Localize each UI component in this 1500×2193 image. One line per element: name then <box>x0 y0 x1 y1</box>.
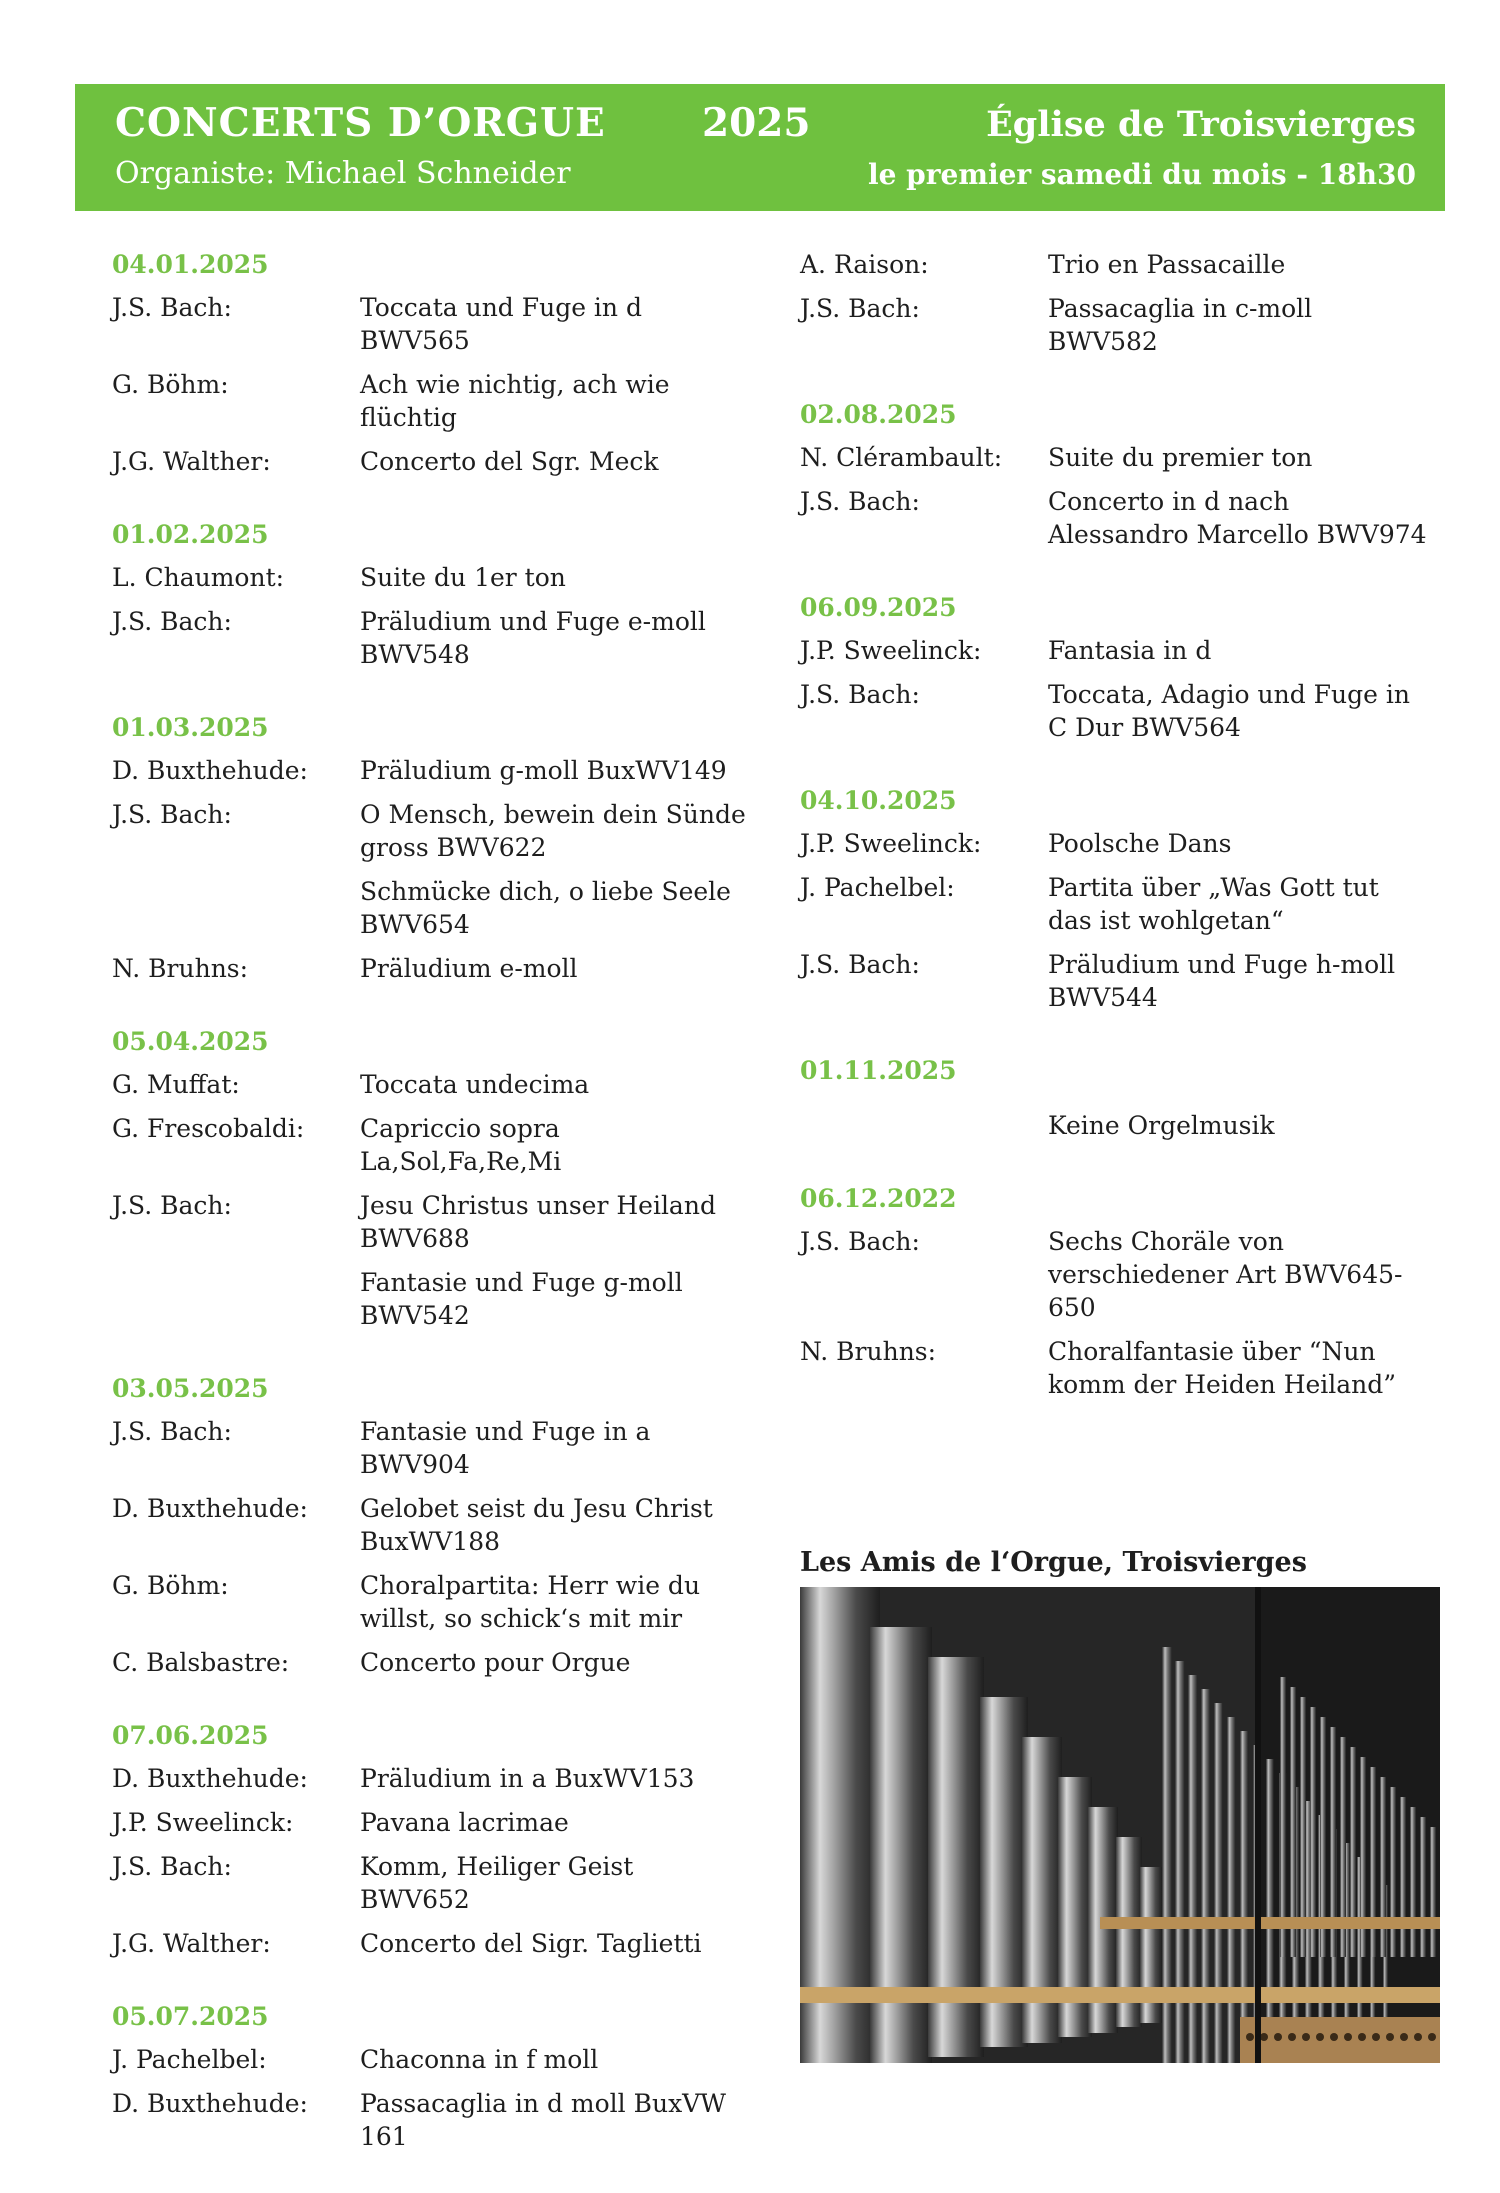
composer-name: J.G. Walther: <box>112 447 271 476</box>
composer-name: J.S. Bach: <box>112 1852 232 1881</box>
program-row <box>112 798 752 864</box>
schedule: le premier samedi du mois - 18h30 <box>867 158 1416 191</box>
work-title: Fantasie und Fuge in a BWV904 <box>360 1417 651 1479</box>
organ-pipes-photo <box>800 1587 1440 2063</box>
composer-name: D. Buxthehude: <box>112 2089 308 2118</box>
concert-date: 06.09.2025 <box>800 593 957 622</box>
concert-entry <box>800 1182 1440 1401</box>
composer-name: J.S. Bach: <box>112 1417 232 1446</box>
work-title: Choralpartita: Herr wie du willst, so schick‘s mit mir <box>360 1571 701 1633</box>
work-title: Passacaglia in d moll BuxVW 161 <box>360 2089 726 2151</box>
composer-name: J.P. Sweelinck: <box>800 636 982 665</box>
work-title: Komm, Heiliger Geist BWV652 <box>360 1852 634 1914</box>
program-row <box>112 1492 752 1558</box>
work-title: Präludium e-moll <box>360 954 578 983</box>
program-row <box>112 875 752 941</box>
concert-entry <box>800 1054 1440 1142</box>
work-title: Concerto del Sgr. Meck <box>360 447 659 476</box>
composer-name: J.S. Bach: <box>112 293 232 322</box>
program-row <box>800 1109 1440 1142</box>
composer-name: D. Buxthehude: <box>112 1494 308 1523</box>
program-row <box>112 754 752 787</box>
composer-name: C. Balsbastre: <box>112 1648 290 1677</box>
program-row <box>112 291 752 357</box>
work-title: Präludium g-moll BuxWV149 <box>360 756 727 785</box>
program-row <box>112 368 752 434</box>
program-row <box>112 445 752 478</box>
program-row <box>112 1068 752 1101</box>
composer-name: G. Böhm: <box>112 370 229 399</box>
work-title: Chaconna in f moll <box>360 2045 599 2074</box>
composer-name: J.P. Sweelinck: <box>800 829 982 858</box>
composer-name: J.S. Bach: <box>800 487 920 516</box>
composer-name: A. Raison: <box>800 250 929 279</box>
work-title: Suite du premier ton <box>1048 443 1313 472</box>
composer-name: G. Böhm: <box>112 1571 229 1600</box>
concert-entry <box>800 784 1440 1014</box>
work-title: Concerto del Sigr. Taglietti <box>360 1929 702 1958</box>
work-title: Poolsche Dans <box>1048 829 1232 858</box>
composer-name: G. Muffat: <box>112 1070 240 1099</box>
program-row <box>800 441 1440 474</box>
composer-name: J.S. Bach: <box>800 1227 920 1256</box>
program-row <box>112 1806 752 1839</box>
program-row <box>112 1569 752 1635</box>
work-title: Präludium und Fuge e-moll BWV548 <box>360 607 706 669</box>
program-row <box>800 1225 1440 1324</box>
concert-entry <box>800 591 1440 744</box>
concert-date: 06.12.2022 <box>800 1184 957 1213</box>
work-title: Trio en Passacaille <box>1048 250 1286 279</box>
work-title: Suite du 1er ton <box>360 563 566 592</box>
work-title: Toccata und Fuge in d BWV565 <box>360 293 642 355</box>
program-row <box>112 1112 752 1178</box>
photo-caption: Les Amis de l‘Orgue, Troisvierges <box>800 1547 1307 1578</box>
work-title: Toccata, Adagio und Fuge in C Dur BWV564 <box>1048 680 1410 742</box>
program-row <box>112 1927 752 1960</box>
program-row <box>112 1189 752 1255</box>
concert-date: 05.07.2025 <box>112 2002 269 2031</box>
concert-date: 03.05.2025 <box>112 1374 269 1403</box>
program-row <box>112 1646 752 1679</box>
composer-name: J.S. Bach: <box>800 294 920 323</box>
work-title: O Mensch, bewein dein Sünde gross BWV622 <box>360 800 746 862</box>
concert-entry <box>112 518 752 671</box>
program-row <box>800 634 1440 667</box>
right-column <box>800 248 1440 1441</box>
work-title: Fantasia in d <box>1048 636 1212 665</box>
composer-name: J.S. Bach: <box>112 607 232 636</box>
concert-entry <box>112 2000 752 2153</box>
work-title: Keine Orgelmusik <box>1048 1111 1275 1140</box>
page-title: CONCERTS D’ORGUE <box>115 100 606 146</box>
program-row <box>112 2043 752 2076</box>
composer-name: J.S. Bach: <box>112 1191 232 1220</box>
work-title: Pavana lacrimae <box>360 1808 569 1837</box>
program-row <box>800 1335 1440 1401</box>
program-row <box>800 948 1440 1014</box>
organ-pipes-icon <box>800 1587 1440 2063</box>
concert-entry <box>112 1372 752 1679</box>
program-row <box>112 1762 752 1795</box>
program-row <box>112 1266 752 1332</box>
composer-name: J.S. Bach: <box>112 800 232 829</box>
program-row <box>112 561 752 594</box>
work-title: Präludium und Fuge h-moll BWV544 <box>1048 950 1396 1012</box>
composer-name: N. Bruhns: <box>800 1337 937 1366</box>
work-title: Capriccio sopra La,Sol,Fa,Re,Mi <box>360 1114 562 1176</box>
program-row <box>800 827 1440 860</box>
work-title: Jesu Christus unser Heiland BWV688 <box>360 1191 716 1253</box>
concert-date: 07.06.2025 <box>112 1721 269 1750</box>
program-row <box>800 292 1440 358</box>
program-row <box>800 485 1440 551</box>
program-row <box>112 605 752 671</box>
composer-name: J.G. Walther: <box>112 1929 271 1958</box>
concert-date: 02.08.2025 <box>800 400 957 429</box>
composer-name: G. Frescobaldi: <box>112 1114 305 1143</box>
work-title: Choralfantasie über “Nun komm der Heiden Heiland” <box>1048 1337 1397 1399</box>
work-title: Concerto pour Orgue <box>360 1648 631 1677</box>
composer-name: J. Pachelbel: <box>800 873 955 902</box>
program-row <box>800 248 1440 281</box>
program-row <box>112 952 752 985</box>
work-title: Concerto in d nach Alessandro Marcello BWV974 <box>1048 487 1427 549</box>
program-row <box>112 1850 752 1916</box>
concert-date: 01.03.2025 <box>112 713 269 742</box>
concert-entry <box>800 248 1440 358</box>
program-row <box>112 2087 752 2153</box>
work-title: Passacaglia in c-moll BWV582 <box>1048 294 1313 356</box>
composer-name: L. Chaumont: <box>112 563 285 592</box>
composer-name: N. Bruhns: <box>112 954 249 983</box>
composer-name: J.P. Sweelinck: <box>112 1808 294 1837</box>
work-title: Partita über „Was Gott tut das ist wohlgetan“ <box>1048 873 1379 935</box>
work-title: Fantasie und Fuge g-moll BWV542 <box>360 1268 683 1330</box>
program-row <box>800 871 1440 937</box>
concert-date: 01.11.2025 <box>800 1056 957 1085</box>
concert-date: 05.04.2025 <box>112 1027 269 1056</box>
concert-entry <box>112 248 752 478</box>
left-column <box>112 248 752 2193</box>
concert-entry <box>112 1719 752 1960</box>
program-row <box>800 678 1440 744</box>
work-title: Präludium in a BuxWV153 <box>360 1764 695 1793</box>
concert-date: 04.10.2025 <box>800 786 957 815</box>
concert-entry <box>112 1025 752 1332</box>
composer-name: J.S. Bach: <box>800 680 920 709</box>
venue: Église de Troisvierges <box>986 104 1416 145</box>
concert-date: 01.02.2025 <box>112 520 269 549</box>
concert-entry <box>112 711 752 985</box>
concert-date: 04.01.2025 <box>112 250 269 279</box>
composer-name: D. Buxthehude: <box>112 1764 308 1793</box>
composer-name: J.S. Bach: <box>800 950 920 979</box>
year: 2025 <box>702 100 811 146</box>
composer-name: D. Buxthehude: <box>112 756 308 785</box>
program-row <box>112 1415 752 1481</box>
header-banner <box>75 84 1445 211</box>
composer-name: J. Pachelbel: <box>112 2045 267 2074</box>
work-title: Sechs Choräle von verschiedener Art BWV645-650 <box>1048 1227 1403 1322</box>
organist: Organiste: Michael Schneider <box>115 156 571 191</box>
concert-entry <box>800 398 1440 551</box>
work-title: Schmücke dich, o liebe Seele BWV654 <box>360 877 731 939</box>
composer-name: N. Clérambault: <box>800 443 1003 472</box>
work-title: Gelobet seist du Jesu Christ BuxWV188 <box>360 1494 713 1556</box>
work-title: Toccata undecima <box>360 1070 590 1099</box>
work-title: Ach wie nichtig, ach wie flüchtig <box>360 370 670 432</box>
